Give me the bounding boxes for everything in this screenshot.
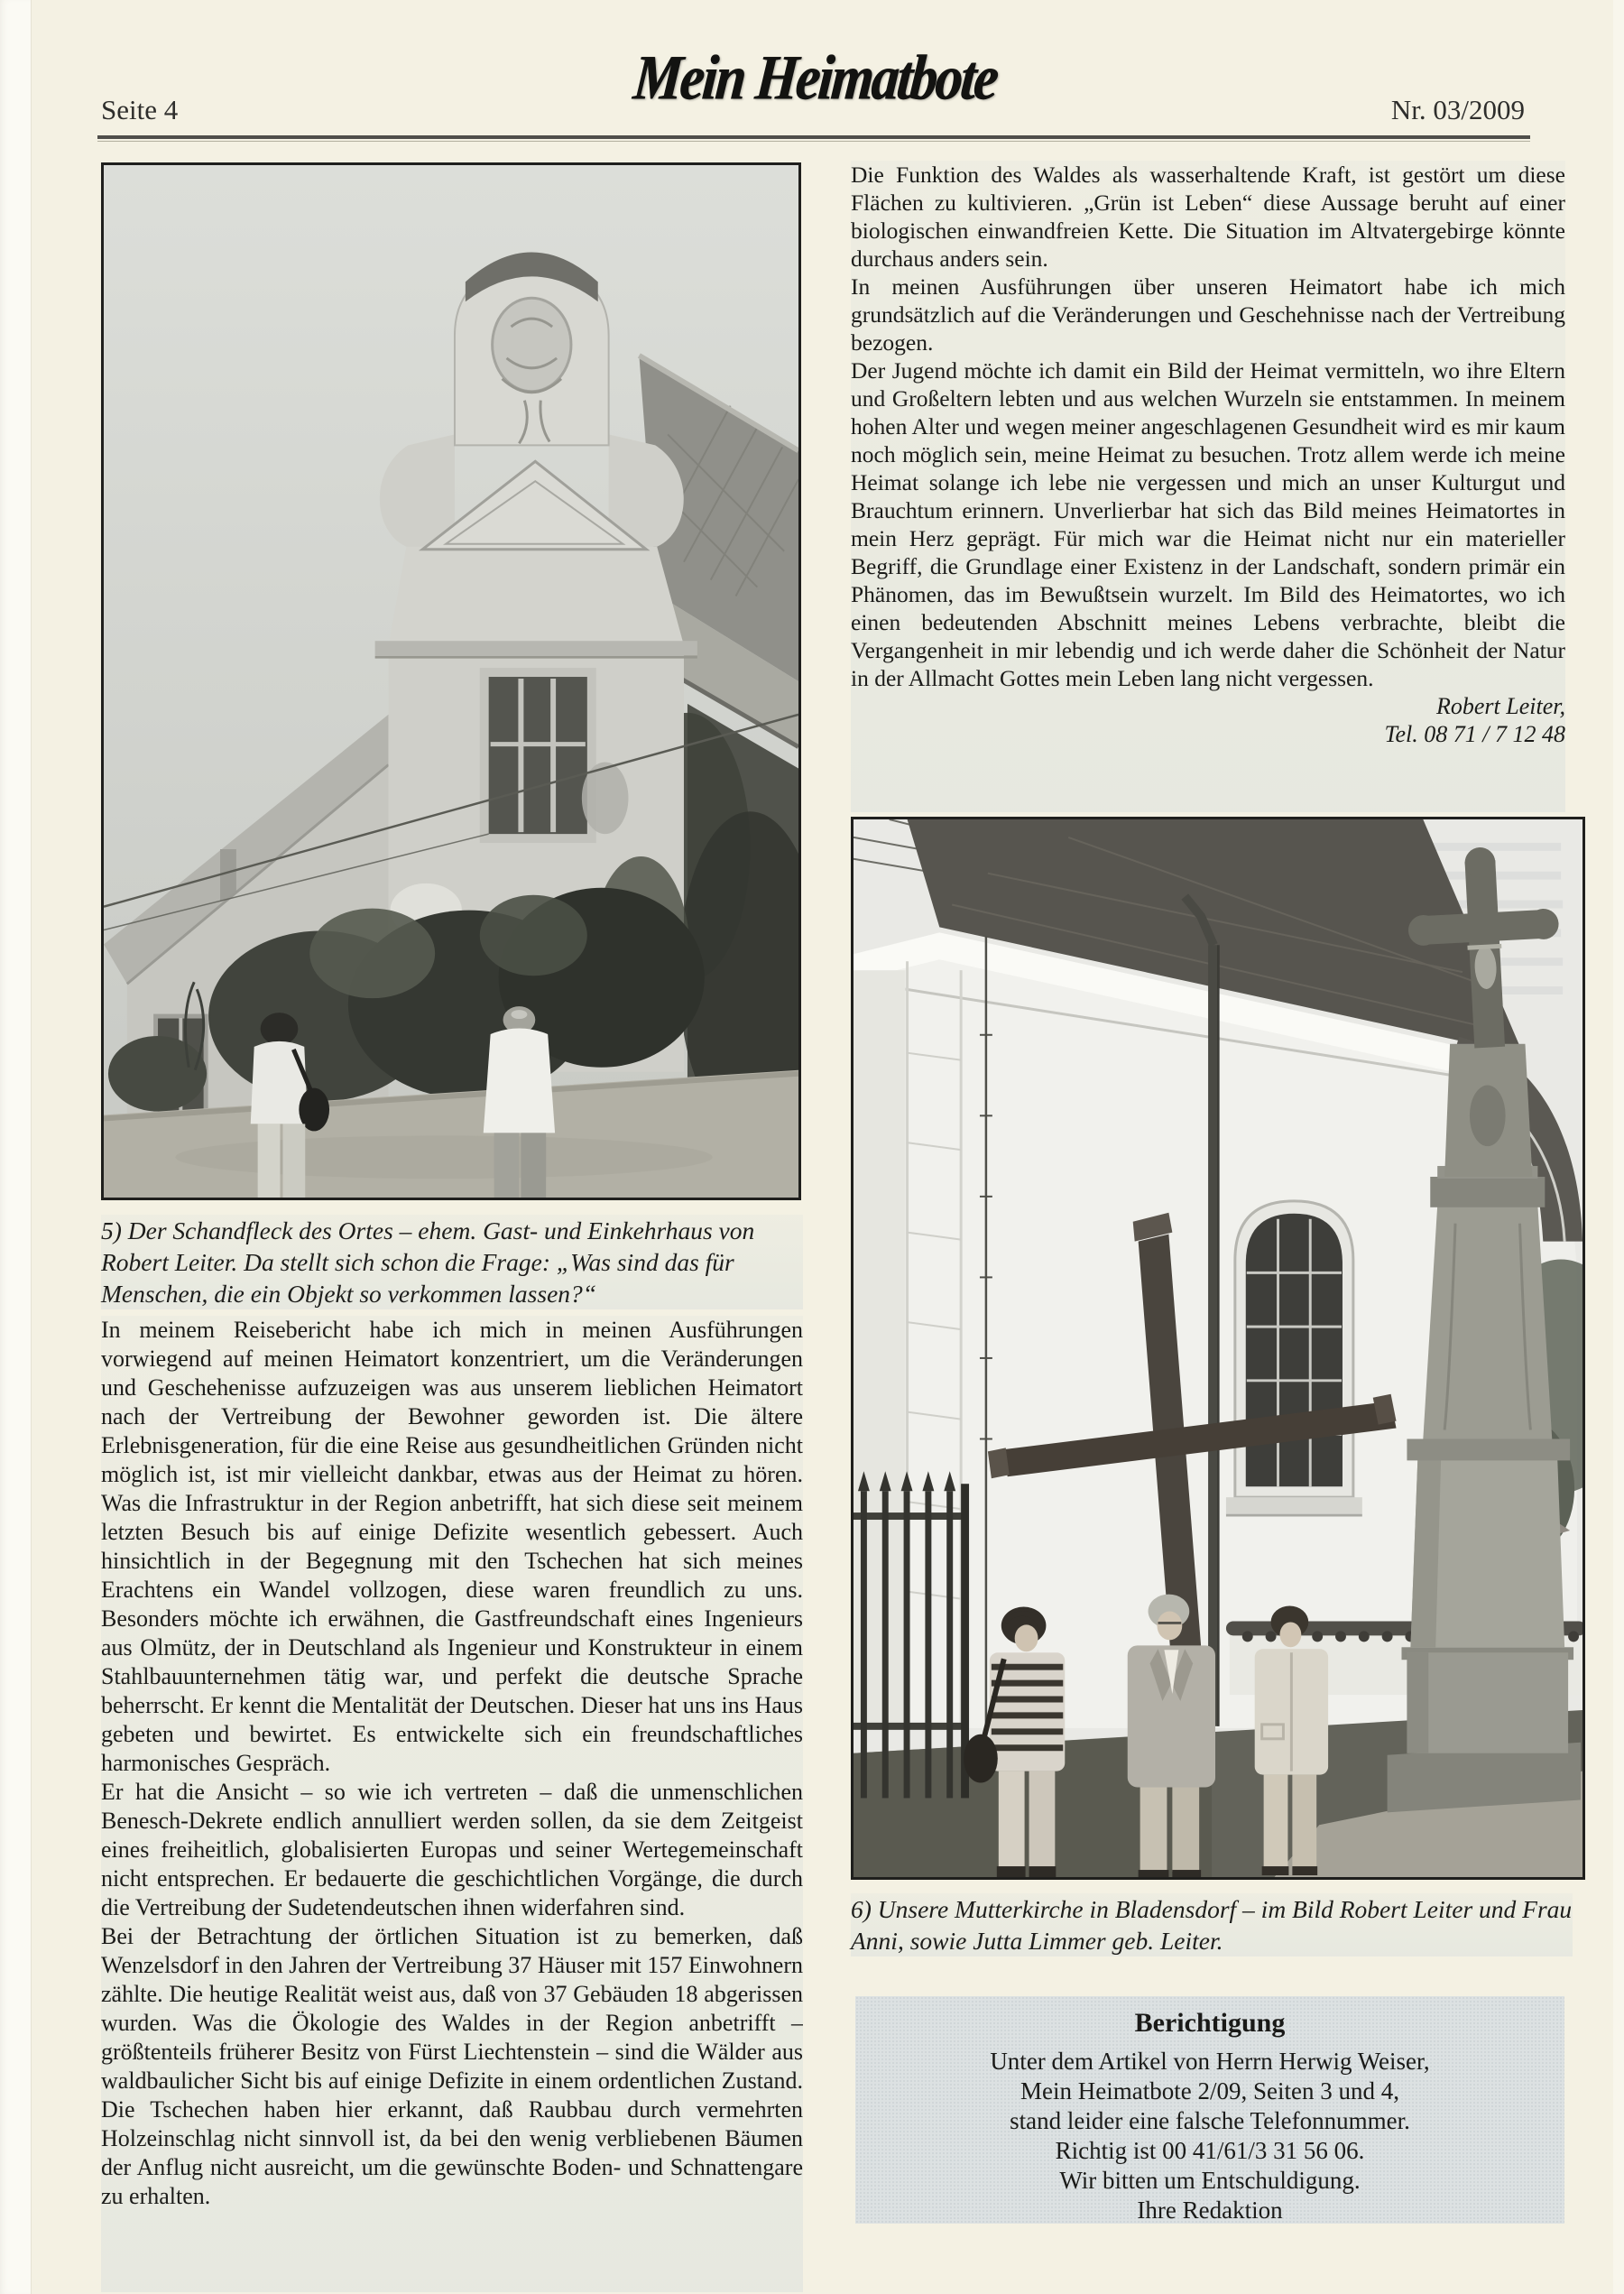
right-article-body (851, 161, 1565, 812)
article-paragraph: Bei der Betrachtung der örtlichen Situation ist zu bemerken, daß Wenzelsdorf in den Jahren der Vertreibung 37 Häuser mit 157 Einwohnern zählte. Die heutige Realität weist aus, daß von 37 Gebäuden 18 abgerissen wurden. Was die Ökologie des Waldes in der Region anbetrifft – größtenteils früherer Besitz von Fürst Liechtenstein – sind die Wälder aus waldbaulicher Sicht bis auf einige Defizite in einem ordentlichen Zustand. Die Tschechen haben hier erkannt, daß Raubbau durch vermehrten Holzeinschlag nicht sinnvoll ist, da bei den wenig verbliebenen Bäumen der Anflug nicht ausreicht, um die gewünschte Boden- und Schnattengare zu erhalten. (101, 1923, 803, 2209)
church-window (1226, 1201, 1362, 1515)
masthead-title: Mein Heimatbote (631, 42, 1000, 113)
correction-title: Berichtigung (1134, 2008, 1286, 2038)
house-photo-caption: 5) Der Schandfleck des Ortes – ehem. Gast- und Einkehrhaus von Robert Leiter. Da stellt sich schon die Frage: „Was sind das für Menschen, die ein Objekt so verkommen lassen?“ (101, 1215, 803, 1309)
article-paragraph: In meinem Reisebericht habe ich mich in meinen Ausführungen vorwiegend auf meinen Heimatort konzentriert, um die Veränderungen und Geschehenisse aufzuzeigen was aus unserem lieblichen Heimatort nach der Vertreibung der Bewohner geworden ist. Die ältere Erlebnisgeneration, für die eine Reise aus gesundheitlichen Gründen nicht möglich ist, ist mir vielleicht dankbar, etwas aus der Heimat zu hören. Was die Infrastruktur in der Region anbetrifft, hat sich diese seit meinem letzten Besuch bis auf einige Defizite wesentlich gebessert. Auch hinsichtlich in der Begegnung mit den Tschechen hat sich meines Erachtens ein Wandel vollzogen, diese waren freundlich zu uns. Besonders möchte ich erwähnen, die Gastfreundschaft eines Ingenieurs aus Olmütz, der in Deutschland als Ingenieur und Konstrukteur in einem Stahlbauunternehmen tätig war, und perfekt die deutsche Sprache beherrscht. Er kennt die Mentalität der Deutschen. Dieser hat uns ins Haus gebeten und bewirtet. Es entwickelte sich ein freundschaftliches harmonisches Gespräch. (101, 1317, 803, 1776)
header-rule (97, 135, 1530, 142)
article-paragraph: In meinen Ausführungen über unseren Heimatort habe ich mich grundsätzlich auf die Veränderungen und Geschehnisse nach der Vertreibung bezogen. (851, 273, 1565, 356)
church-photo-caption: 6) Unsere Mutterkirche in Bladensdorf – im Bild Robert Leiter und Frau Anni, sowie Jutta Limmer geb. Leiter. (851, 1895, 1573, 1955)
article-paragraph: Der Jugend möchte ich damit ein Bild der Heimat vermitteln, wo ihre Eltern und Großeltern lebten und aus welchen Wurzeln sie entstammen. In meinem hohen Alter und wegen meiner angeschlagenen Gesundheit wird es mir kaum noch möglich sein, meine Heimat zu besuchen. Trotz allem werde ich meine Heimat solange ich lebe nie vergessen und mich an unser Kulturgut und Brauchtum erinnern. Unverlierbar hat sich das Bild meines Heimatortes in mein Herz geprägt. Für mich war die Heimat nicht nur ein materieller Begriff, die Grundlage einer Existenz in der Landschaft, sondern primär ein Phänomen, das im Bewußtsein wurzelt. Im Bild des Heimatortes, wo ich einen bedeutenden Abschnitt meines Lebens verbrachte, bleibt die Vergangenheit in mir lebendig und ich werde daher die Schönheit der Natur in der Allmacht Gottes mein Leben lang nicht vergessen. (851, 357, 1565, 691)
correction-line: Unter dem Artikel von Herrn Herwig Weiser, (990, 2048, 1430, 2075)
left-article-body (101, 1316, 803, 2292)
correction-line: stand leider eine falsche Telefonnummer. (1010, 2107, 1410, 2134)
visitor-man-figure (484, 1006, 555, 1198)
issue-number-label: Nr. 03/2009 (1390, 94, 1525, 125)
article-paragraph: Er hat die Ansicht – so wie ich vertreten – daß die unmenschlichen Benesch-Dekrete endlich annulliert werden sollen, da sie dem Zeitgeist eines freiheitlich, globalisierten Europas und seiner Wertegemeinschaft nicht entsprechen. Er bedauerte die geschichtlichen Vorgänge, die durch die Vertreibung der Sudetendeutschen ihnen widerfahren sind. (101, 1779, 803, 1920)
correction-notice-box (855, 1996, 1564, 2224)
scan-edge-left (0, 0, 32, 2294)
correction-line: Wir bitten um Entschuldigung. (1059, 2167, 1361, 2194)
masthead-wrap (0, 42, 1624, 115)
correction-line: Richtig ist 00 41/61/3 31 56 06. (1055, 2137, 1365, 2164)
correction-line: Ihre Redaktion (1137, 2197, 1283, 2224)
article-paragraph: Die Funktion des Waldes als wasserhaltende Kraft, ist gestört um diese Flächen zu kultivieren. „Grün ist Leben“ diese Aussage beruht auf einer biologischen einwandfreien Kette. Die Situation im Altvatergebirge könnte durchaus anders sein. (851, 162, 1565, 272)
house-photo (101, 162, 801, 1200)
author-signature: Robert Leiter, (1436, 693, 1565, 719)
author-phone: Tel. 08 71 / 7 12 48 (1384, 721, 1565, 747)
page-number-label: Seite 4 (101, 94, 179, 125)
church-photo (851, 817, 1585, 1880)
house-photo-graphic (104, 165, 798, 1198)
scan-edge-right (1613, 0, 1624, 2294)
church-photo-graphic (854, 819, 1582, 1877)
correction-line: Mein Heimatbote 2/09, Seiten 3 und 4, (1020, 2077, 1399, 2104)
